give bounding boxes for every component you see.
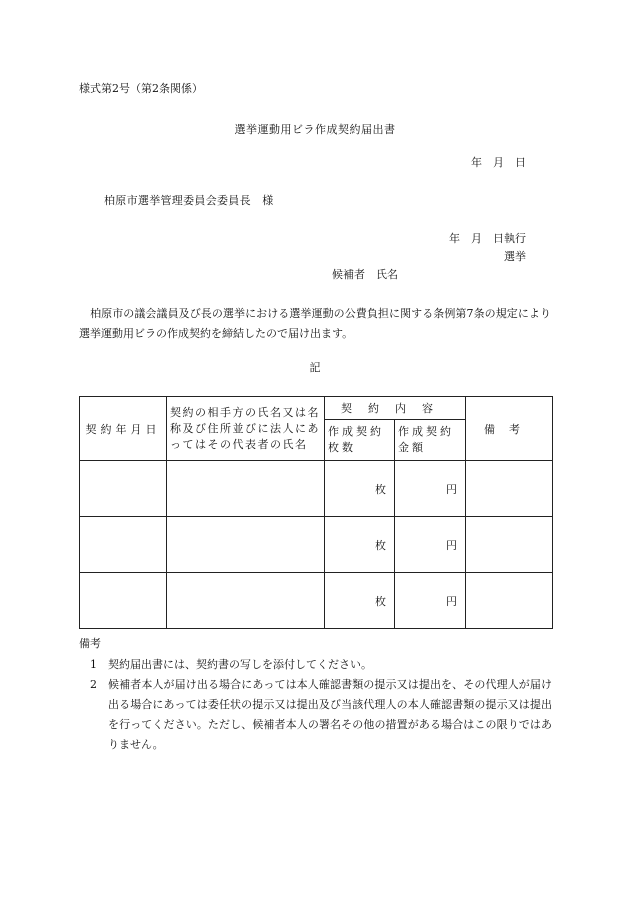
- table-row: [80, 517, 553, 573]
- ki-label: 記: [309, 361, 321, 374]
- note-item: [90, 675, 552, 755]
- cell-amount[interactable]: 円: [395, 461, 466, 517]
- cell-count[interactable]: 枚: [325, 573, 395, 629]
- note-text: 候補者本人が届け出る場合にあっては本人確認書類の提示又は提出を、その代理人が届け出る場合にあっては委任状の提示又は提出及び当該代理人の本人確認書類の提示又は提出を行ってください。ただし、候補者本人の署名その他の措置がある場合はこの限りではありません。: [108, 678, 552, 751]
- cell-date[interactable]: [80, 573, 167, 629]
- header-contract-date: 契約年月日: [80, 397, 167, 461]
- addressee: 柏原市選挙管理委員会委員長 様: [104, 194, 274, 207]
- cell-count[interactable]: 枚: [325, 517, 395, 573]
- body-paragraph: [79, 304, 551, 344]
- note-number: 1: [90, 658, 97, 671]
- table-row: [80, 573, 553, 629]
- notes-heading: 備考: [79, 637, 101, 650]
- cell-date[interactable]: [80, 517, 167, 573]
- cell-party[interactable]: [167, 517, 325, 573]
- candidate-name-label: 候補者 氏名: [332, 268, 398, 281]
- cell-remarks[interactable]: [466, 517, 553, 573]
- cell-date[interactable]: [80, 461, 167, 517]
- header-contract-party: 契約の相手方の氏名又は名称及び住所並びに法人にあってはその代表者の氏名: [167, 397, 325, 461]
- submission-date-line: 年 月 日: [471, 156, 526, 169]
- header-contract-content: 契約内容: [325, 397, 466, 420]
- note-number: 2: [90, 678, 97, 691]
- header-remarks: 備考: [466, 397, 553, 461]
- header-contract-amount: 作成契約金額: [395, 420, 466, 461]
- cell-count[interactable]: 枚: [325, 461, 395, 517]
- body-text: 柏原市の議会議員及び長の選挙における選挙運動の公費負担に関する条例第7条の規定により選挙運動用ビラの作成契約を締結したので届け出ます。: [79, 307, 552, 340]
- table-row: [80, 461, 553, 517]
- cell-amount[interactable]: 円: [395, 517, 466, 573]
- election-execution-date: 年 月 日執行: [449, 232, 526, 245]
- cell-party[interactable]: [167, 461, 325, 517]
- cell-party[interactable]: [167, 573, 325, 629]
- election-name: 選挙: [504, 250, 526, 263]
- note-text: 契約届出書には、契約書の写しを添付してください。: [108, 658, 372, 671]
- form-number-label: 様式第2号（第2条関係）: [79, 82, 203, 95]
- cell-amount[interactable]: 円: [395, 573, 466, 629]
- header-contract-count: 作成契約枚数: [325, 420, 395, 461]
- cell-remarks[interactable]: [466, 461, 553, 517]
- cell-remarks[interactable]: [466, 573, 553, 629]
- note-item: [90, 655, 552, 675]
- page-title: 選挙運動用ビラ作成契約届出書: [234, 123, 396, 136]
- contract-table: [79, 396, 553, 629]
- table-header-row: [80, 397, 553, 420]
